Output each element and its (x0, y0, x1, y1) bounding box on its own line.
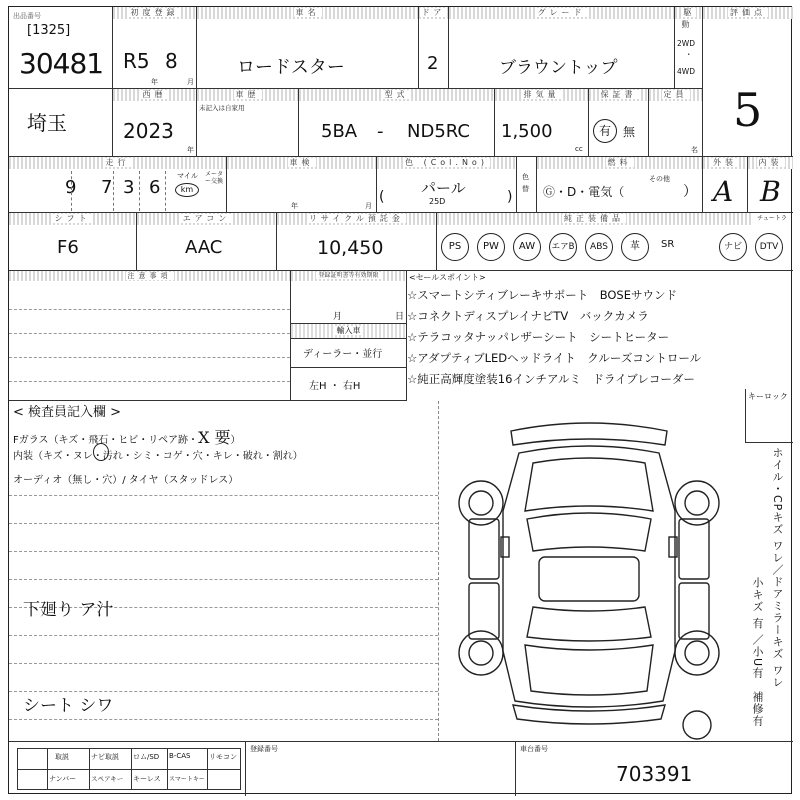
lot-number: 30481 (19, 47, 104, 80)
ac-cell (137, 213, 277, 271)
month-mark: 月 (187, 78, 194, 86)
mileage-cell (9, 157, 227, 213)
year-cell (113, 89, 197, 157)
acc-remote: リモコン (209, 753, 237, 761)
mileage-label: 走行 (105, 158, 130, 167)
acc-keyless: キーレス (133, 775, 161, 783)
equip-aw: AW (513, 233, 541, 261)
drive-4wd: 4WD (677, 67, 695, 76)
car-name-label: 車名 (295, 8, 320, 17)
chute-label: チュートラ (757, 215, 787, 222)
sales-point-3: ☆テラコッタナッパレザーシート シートヒーター (407, 330, 670, 344)
acc-rom-sd: ロム/SD (133, 753, 160, 761)
warranty-label: 保証書 (600, 90, 637, 99)
car-name-cell (197, 7, 419, 89)
side-note-1: ホイル・CPキズ ワレ／ドアミラーキズ ワレ (771, 447, 784, 689)
year-unit: 年 (187, 146, 194, 154)
history-cell (197, 89, 299, 157)
mileage-digit-3: 3 (123, 177, 135, 198)
ac-label: エアコン (182, 214, 231, 223)
year-label: 西暦 (142, 90, 167, 99)
spare-tire-shape (683, 711, 711, 739)
interior-line: 内装（キズ・ヌレ・汚れ・シミ・コゲ・穴・キレ・破れ・割れ） (13, 451, 303, 462)
glass-line-end: ） (230, 435, 241, 446)
sales-points-cell (407, 271, 793, 389)
color-code: 25D (429, 197, 446, 206)
caution-label: 注意事項 (127, 272, 172, 280)
equip-dtv: DTV (755, 233, 783, 261)
doors-label: ドア (421, 8, 446, 17)
inspection-label: 車検 (289, 158, 314, 167)
capacity-cell (649, 89, 703, 157)
history-label: 車歴 (235, 90, 260, 99)
warranty-yes: 有 (593, 119, 617, 143)
registration-number-label: 登録番号 (250, 745, 278, 753)
audio-tire-line: オーディオ（無し・穴）/ タイヤ（スタッドレス） (13, 475, 239, 486)
chassis-number: 703391 (616, 762, 693, 786)
inspector-area (9, 401, 439, 741)
fuel-close: ） (683, 184, 697, 200)
hand-note-underbody: 下廻り ア汁 (23, 600, 114, 620)
displacement: 1,500 (501, 121, 553, 142)
fuel-other: その他 (649, 175, 670, 183)
score: 5 (733, 83, 763, 137)
lot-bracket: [1325] (27, 23, 71, 38)
interior-label: 内装 (758, 158, 783, 167)
grade: ブラウントップ (499, 58, 618, 78)
model-label: 型式 (384, 90, 409, 99)
keylock-cell (745, 389, 793, 443)
caution-cell (9, 271, 291, 401)
inspection-year: 年 (291, 202, 298, 210)
sales-point-4: ☆アダプティブLEDヘッドライト クルーズコントロール (407, 351, 702, 365)
exterior-grade: A (709, 175, 737, 208)
shift-cell (9, 213, 137, 271)
drive-cell (675, 7, 703, 89)
equipment-cell (437, 213, 793, 271)
hand-note-seat: シート シワ (23, 696, 114, 716)
equip-leather: 革 (621, 233, 649, 261)
inspector-title: < 検査員記入欄 > (13, 405, 122, 420)
glass-line-hand: X 要 (198, 428, 231, 447)
acc-bcas: B-CAS (169, 752, 191, 760)
color-change-label: 色替 (522, 173, 529, 193)
registration-cert-cell (291, 271, 407, 401)
exterior-label: 外装 (713, 158, 737, 167)
lot-header-mark: 出品番号 (13, 12, 41, 20)
equipment-label: 純正装備品 (564, 214, 624, 223)
acc-plate: ナンバー (49, 775, 77, 783)
drive-2wd: 2WD (677, 39, 695, 48)
warranty-cell (589, 89, 649, 157)
inspection-month: 月 (365, 202, 372, 210)
acc-navi-manual: ナビ取説 (91, 753, 119, 761)
doors-cell (419, 7, 449, 89)
steering: 左H ・ 右H (309, 381, 361, 392)
equip-ps: PS (441, 233, 469, 261)
car-diagram (439, 401, 745, 741)
chassis-cell (515, 742, 793, 796)
sales-point-5: ☆純正高輝度塗装16インチアルミ ドライブレコーダー (407, 372, 695, 386)
capacity-label: 定員 (663, 90, 688, 99)
color: パール (421, 179, 466, 197)
shift: F6 (57, 237, 79, 258)
drive-dot: ・ (685, 50, 693, 59)
equip-pw: PW (477, 233, 505, 261)
side-note-2: 小キズ 有 ／小U有 補修有 (751, 577, 764, 728)
cc-unit: cc (575, 145, 583, 153)
model-code: ND5RC (407, 121, 470, 142)
km-unit: km (175, 183, 199, 197)
reg-day: 日 (395, 312, 405, 322)
score-label: 評価点 (730, 8, 766, 17)
acc-spare-key: スペアキー (91, 775, 124, 783)
equip-abs: ABS (585, 233, 613, 261)
ac: AAC (185, 237, 223, 258)
first-reg-era: R5 (123, 49, 150, 73)
color-label: 色 (Col.No) (405, 158, 488, 167)
score-cell (703, 7, 793, 157)
auction-sheet (8, 6, 792, 794)
keylock-label: キーロック (748, 392, 788, 401)
first-registration-cell (113, 7, 197, 89)
region: 埼玉 (27, 111, 67, 135)
displacement-label: 排気量 (523, 90, 560, 99)
front-bumper-shape (511, 423, 667, 445)
interior-circle-mark (93, 443, 109, 461)
year: 2023 (123, 119, 174, 143)
region-cell (9, 89, 113, 157)
car-name: ロードスター (237, 57, 345, 78)
first-reg-month: 8 (165, 49, 178, 73)
footer (9, 741, 793, 795)
recycle-cell (277, 213, 437, 271)
grade-label: グレード (537, 8, 586, 17)
exterior-cell (703, 157, 748, 213)
sales-point-1: ☆スマートシティブレーキサポート BOSEサウンド (407, 288, 678, 302)
acc-smart-key: スマートキー (169, 776, 205, 783)
meter-swap-label: メーター交換 (205, 171, 224, 185)
reg-cert-label: 登録証明書等有効期限 (318, 272, 379, 279)
import-dealer: ディーラー・並行 (303, 349, 383, 360)
fuel-cell (537, 157, 703, 213)
equip-airbag: エアB (549, 233, 577, 261)
acc-manual: 取説 (55, 753, 69, 761)
import-label-text: 輸入車 (336, 326, 361, 335)
equip-sr: SR (661, 239, 675, 250)
color-cell: 色 (Col.No) パール 25D ( ) (377, 157, 517, 213)
reg-month: 月 (333, 312, 343, 322)
interior-grade: B (756, 175, 785, 208)
fuel-options: Ⓖ・D・電気（ (543, 185, 625, 199)
lot-cell (9, 7, 113, 89)
capacity-unit: 名 (691, 146, 698, 154)
year-mark: 年 (151, 78, 158, 86)
equip-navi: ナビ (719, 233, 747, 261)
displacement-cell (495, 89, 589, 157)
doors: 2 (427, 53, 439, 74)
shift-label: シフト (54, 214, 91, 223)
model-cell (299, 89, 495, 157)
registration-number-cell (245, 742, 515, 796)
model-dash: - (377, 121, 384, 142)
sales-point-2: ☆コネクトディスプレイナビTV バックカメラ (407, 309, 649, 323)
glass-line (13, 425, 241, 448)
sales-label: <セールスポイント> (409, 273, 486, 282)
recycle-fee: 10,450 (317, 237, 384, 259)
mileage-digit-1: 9 (65, 177, 77, 198)
mileage-digit-4: 6 (149, 177, 161, 198)
mileage-digit-2: 7 (101, 177, 113, 198)
inspection-date-cell (227, 157, 377, 213)
glass-line-text: Fガラス（キズ・飛石・ヒビ・リペア跡・ (13, 435, 199, 446)
model-prefix: 5BA (321, 121, 358, 142)
drive-label: 駆動 (681, 8, 696, 29)
color-change-cell (517, 157, 537, 213)
first-reg-label: 初度登録 (130, 8, 179, 17)
history-sub: 未記入は自家用 (199, 104, 245, 112)
recycle-label: リサイクル預託金 (309, 214, 404, 223)
import-label (291, 323, 406, 339)
warranty-no: 無 (623, 125, 636, 139)
mile-unit: マイル (177, 172, 198, 180)
interior-cell (748, 157, 793, 213)
accessory-grid (17, 748, 241, 790)
fuel-label: 燃料 (607, 158, 632, 167)
grade-cell (449, 7, 675, 89)
chassis-label: 車台番号 (520, 745, 548, 753)
